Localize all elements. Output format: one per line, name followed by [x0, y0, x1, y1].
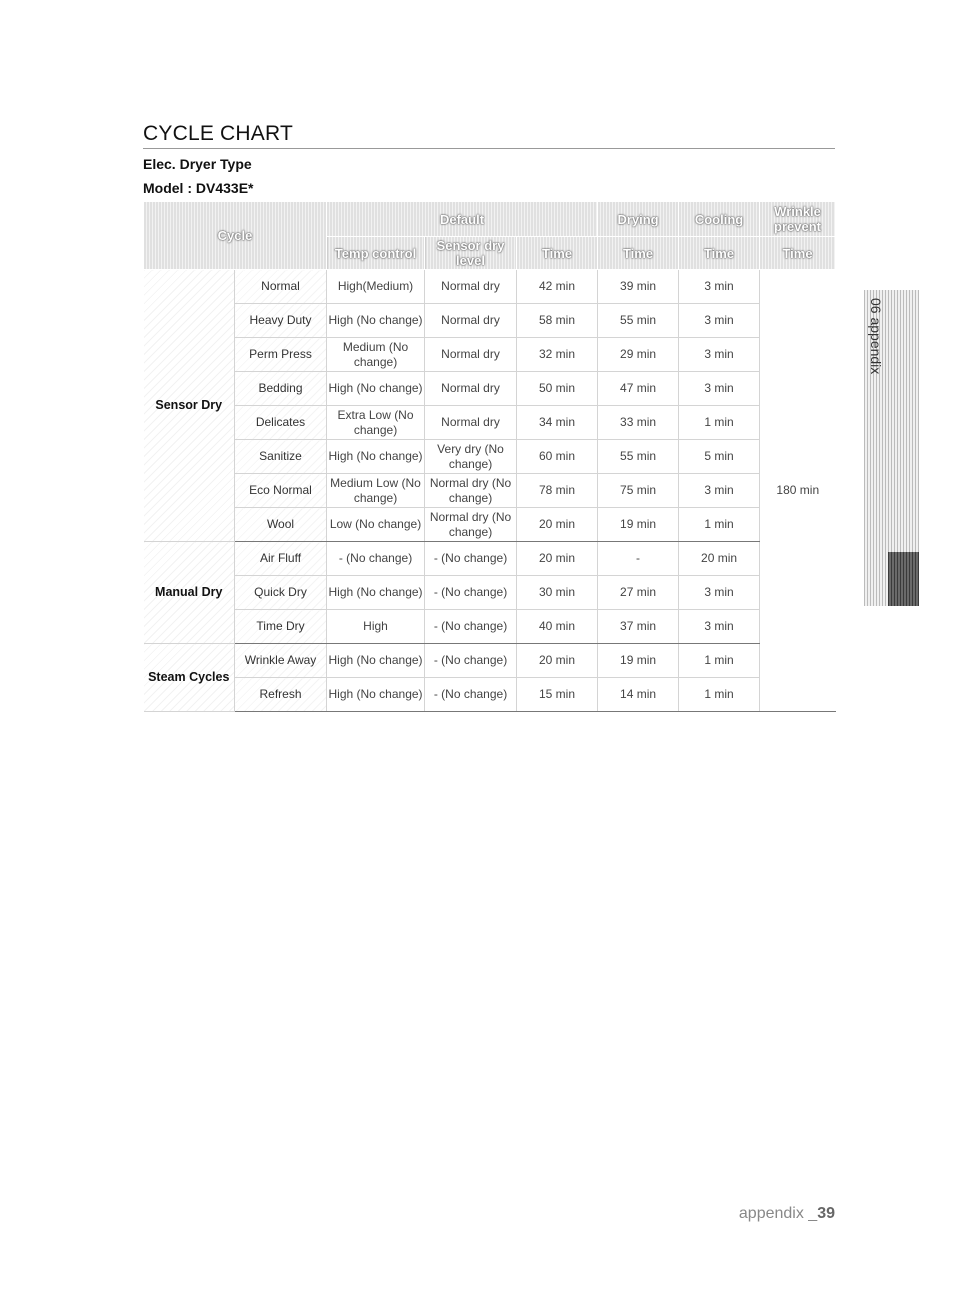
sensor-dry-level: Normal dry: [425, 270, 517, 304]
total-time: 42 min: [517, 270, 598, 304]
drying-time: -: [598, 542, 679, 576]
cooling-time: 1 min: [679, 644, 760, 678]
cooling-time: 20 min: [679, 542, 760, 576]
table-row: [144, 508, 836, 542]
section-tab-label: 06 appendix: [868, 298, 884, 375]
temp-control: High (No change): [327, 678, 425, 712]
cycle-chart-table: [143, 201, 836, 712]
group-steam-cycles: Steam Cycles: [144, 644, 235, 712]
footer-label: appendix _: [738, 1205, 818, 1222]
header-cooling-time: Time: [679, 237, 760, 270]
drying-time: 55 min: [598, 440, 679, 474]
temp-control: Low (No change): [327, 508, 425, 542]
page-footer: [739, 1205, 835, 1223]
header-drying: Drying: [598, 202, 679, 237]
sensor-dry-level: Normal dry (No change): [425, 508, 517, 542]
total-time: 78 min: [517, 474, 598, 508]
drying-time: 55 min: [598, 304, 679, 338]
sensor-dry-level: Normal dry: [425, 304, 517, 338]
cooling-time: 3 min: [679, 270, 760, 304]
total-time: 50 min: [517, 372, 598, 406]
cycle-name: Bedding: [235, 372, 327, 406]
cycle-name: Perm Press: [235, 338, 327, 372]
table-row: [144, 474, 836, 508]
drying-time: 29 min: [598, 338, 679, 372]
page-title: CYCLE CHART: [143, 122, 835, 149]
temp-control: High (No change): [327, 304, 425, 338]
drying-time: 75 min: [598, 474, 679, 508]
cooling-time: 3 min: [679, 338, 760, 372]
cycle-name: Eco Normal: [235, 474, 327, 508]
group-sensor-dry: Sensor Dry: [144, 270, 235, 542]
table-row: [144, 542, 836, 576]
sensor-dry-level: Normal dry: [425, 406, 517, 440]
total-time: 34 min: [517, 406, 598, 440]
sensor-dry-level: Normal dry: [425, 338, 517, 372]
sensor-dry-level: Normal dry (No change): [425, 474, 517, 508]
temp-control: Medium (No change): [327, 338, 425, 372]
header-cycle: Cycle: [144, 202, 327, 270]
drying-time: 27 min: [598, 576, 679, 610]
cooling-time: 3 min: [679, 610, 760, 644]
cycle-name: Time Dry: [235, 610, 327, 644]
cycle-name: Sanitize: [235, 440, 327, 474]
total-time: 40 min: [517, 610, 598, 644]
drying-time: 47 min: [598, 372, 679, 406]
cooling-time: 5 min: [679, 440, 760, 474]
group-manual-dry: Manual Dry: [144, 542, 235, 644]
total-time: 20 min: [517, 508, 598, 542]
cycle-name: Wool: [235, 508, 327, 542]
drying-time: 33 min: [598, 406, 679, 440]
table-row: [144, 440, 836, 474]
cycle-name: Heavy Duty: [235, 304, 327, 338]
total-time: 15 min: [517, 678, 598, 712]
cooling-time: 3 min: [679, 474, 760, 508]
page-number: 39: [817, 1205, 835, 1222]
cooling-time: 3 min: [679, 372, 760, 406]
cooling-time: 3 min: [679, 576, 760, 610]
header-sensor-dry-level: Sensor dry level: [425, 237, 517, 270]
header-temp-control: Temp control: [327, 237, 425, 270]
table-row: [144, 644, 836, 678]
total-time: 58 min: [517, 304, 598, 338]
drying-time: 39 min: [598, 270, 679, 304]
temp-control: High (No change): [327, 372, 425, 406]
temp-control: - (No change): [327, 542, 425, 576]
drying-time: 37 min: [598, 610, 679, 644]
section-tab-marker: [888, 552, 919, 606]
temp-control: Medium Low (No change): [327, 474, 425, 508]
table-row: [144, 610, 836, 644]
temp-control: High(Medium): [327, 270, 425, 304]
drying-time: 19 min: [598, 644, 679, 678]
total-time: 32 min: [517, 338, 598, 372]
header-wrinkle-time: Time: [760, 237, 836, 270]
dryer-type-heading: Elec. Dryer Type: [143, 156, 252, 172]
total-time: 30 min: [517, 576, 598, 610]
temp-control: High: [327, 610, 425, 644]
table-row: [144, 678, 836, 712]
sensor-dry-level: Normal dry: [425, 372, 517, 406]
header-time: Time: [517, 237, 598, 270]
total-time: 20 min: [517, 542, 598, 576]
cycle-name: Normal: [235, 270, 327, 304]
drying-time: 19 min: [598, 508, 679, 542]
table-row: [144, 372, 836, 406]
table-row: [144, 304, 836, 338]
cycle-name: Quick Dry: [235, 576, 327, 610]
model-heading: Model : DV433E*: [143, 180, 254, 196]
cooling-time: 1 min: [679, 508, 760, 542]
sensor-dry-level: Very dry (No change): [425, 440, 517, 474]
total-time: 20 min: [517, 644, 598, 678]
temp-control: High (No change): [327, 440, 425, 474]
cooling-time: 1 min: [679, 406, 760, 440]
drying-time: 14 min: [598, 678, 679, 712]
cycle-name: Wrinkle Away: [235, 644, 327, 678]
table-row: [144, 338, 836, 372]
cycle-name: Refresh: [235, 678, 327, 712]
sensor-dry-level: - (No change): [425, 576, 517, 610]
temp-control: Extra Low (No change): [327, 406, 425, 440]
wrinkle-prevent-time: 180 min: [760, 270, 836, 712]
sensor-dry-level: - (No change): [425, 644, 517, 678]
cooling-time: 3 min: [679, 304, 760, 338]
header-wrinkle-prevent: Wrinkle prevent: [760, 202, 836, 237]
total-time: 60 min: [517, 440, 598, 474]
cycle-name: Delicates: [235, 406, 327, 440]
table-row: [144, 406, 836, 440]
table-row: [144, 270, 836, 304]
table-row: [144, 576, 836, 610]
temp-control: High (No change): [327, 576, 425, 610]
header-drying-time: Time: [598, 237, 679, 270]
header-cooling: Cooling: [679, 202, 760, 237]
cooling-time: 1 min: [679, 678, 760, 712]
header-default: Default: [327, 202, 598, 237]
cycle-name: Air Fluff: [235, 542, 327, 576]
sensor-dry-level: - (No change): [425, 678, 517, 712]
sensor-dry-level: - (No change): [425, 542, 517, 576]
temp-control: High (No change): [327, 644, 425, 678]
sensor-dry-level: - (No change): [425, 610, 517, 644]
